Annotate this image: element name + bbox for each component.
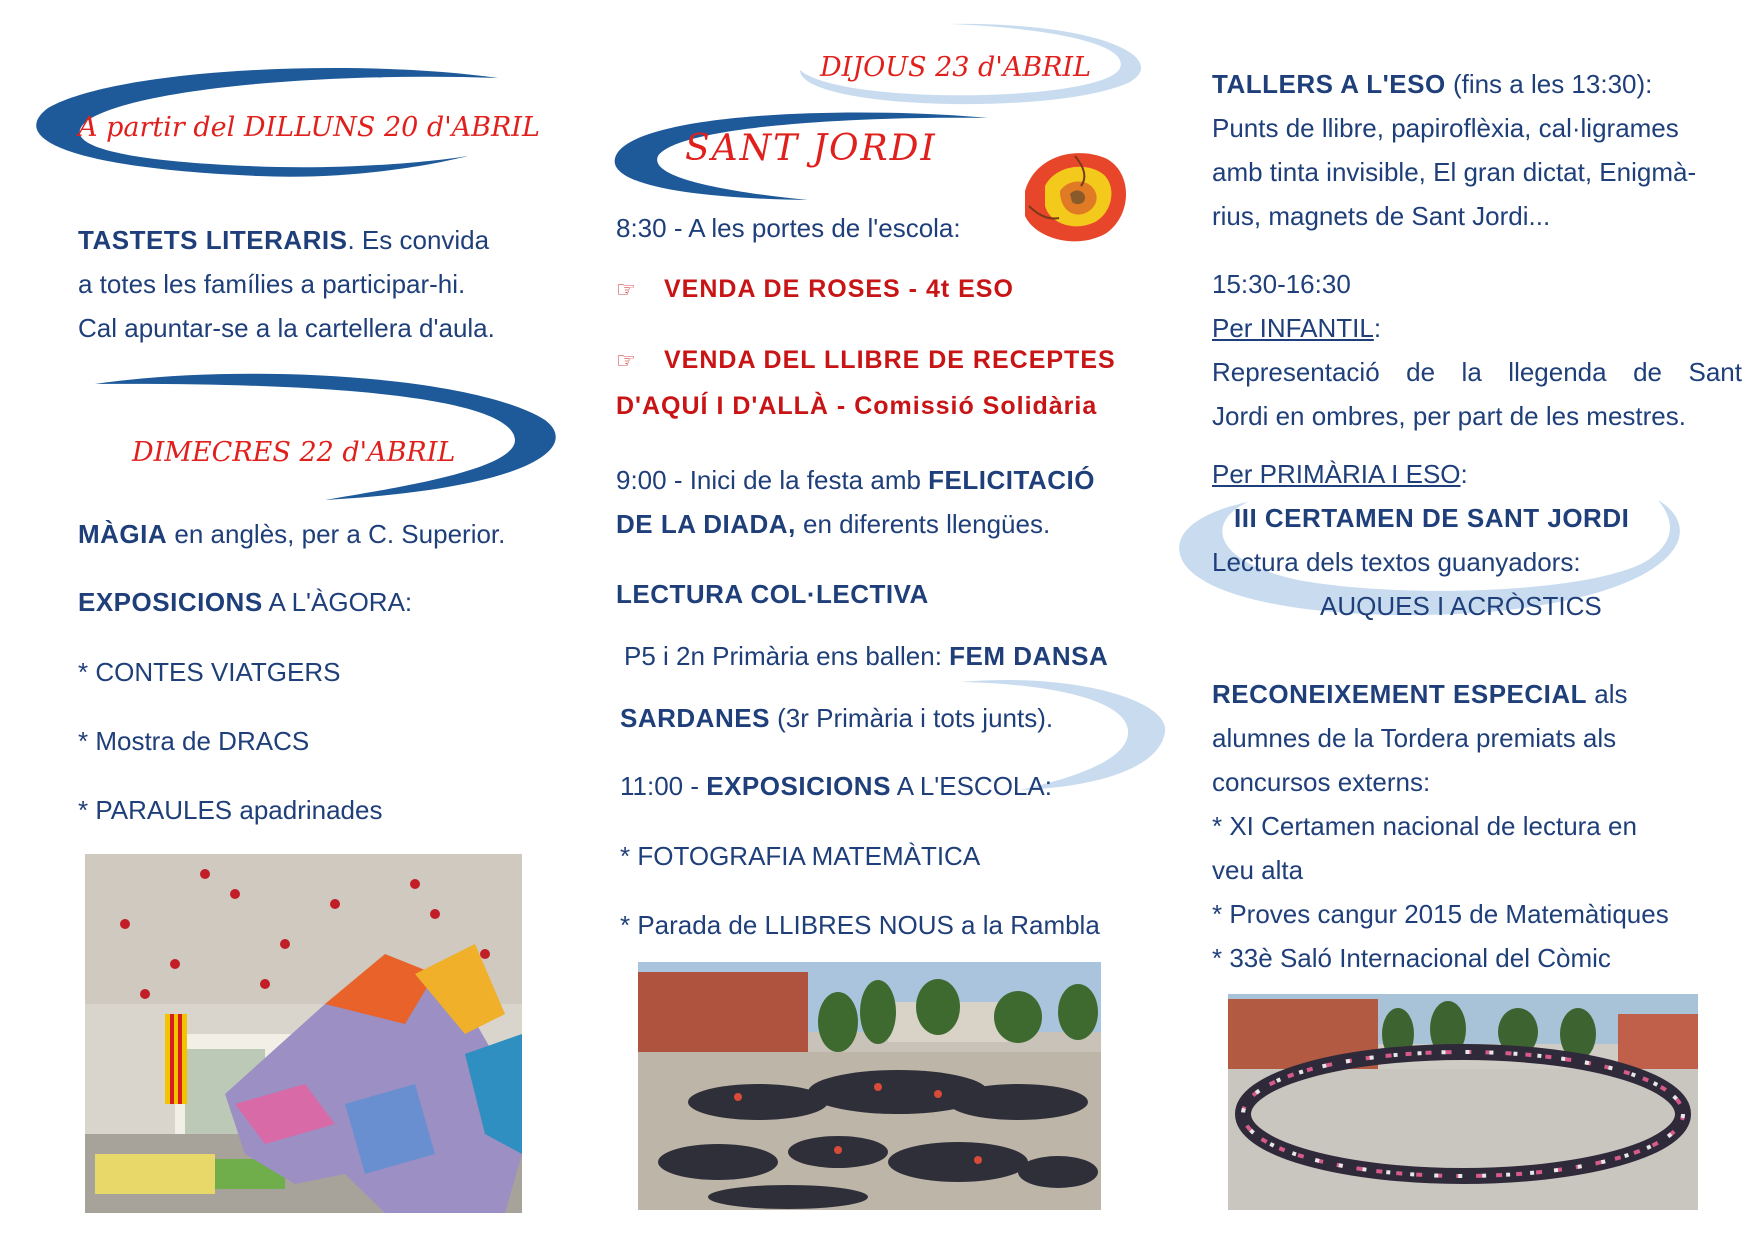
list-item: * Proves cangur 2015 de Matemàtiques [1212,899,1669,929]
reconeixement-line2: alumnes de la Tordera premiats als [1212,723,1617,753]
infantil-colon: : [1373,313,1382,343]
exposicions-agora [78,580,412,624]
column-left [0,0,590,1240]
list-item [616,275,1014,304]
reconeixement-als: als [1587,679,1628,709]
list-item: * Parada de LLIBRES NOUS a la Rambla [620,910,1100,940]
lectura-textos: Lectura dels textos guanyadors: [1212,547,1581,577]
diferents-llengues: en diferents llengües. [795,509,1051,539]
photo-dragon-exhibition [85,854,522,1213]
felicitacio: FELICITACIÓ [928,465,1095,495]
magia-title: MÀGIA [78,519,168,549]
exposicions-escola-place: A L'ESCOLA: [890,771,1052,801]
de-la-diada: DE LA DIADA, [616,509,796,539]
time-900-text: 9:00 - Inici de la festa amb [616,465,929,495]
reconeixement-line3: concursos externs: [1212,767,1431,797]
tallers-line3: amb tinta invisible, El gran dictat, Enigmà- [1212,157,1697,187]
header-date-dimecres: DIMECRES 22 d'ABRIL [132,437,456,468]
venda-llibre: VENDA DEL LLIBRE DE RECEPTES [664,346,1116,374]
time-1100-text: 11:00 - [620,771,707,801]
tastets-line3: Cal apuntar-se a la cartellera d'aula. [78,313,495,343]
representacio-line1: Representació de la llegenda de Sant [1212,357,1742,387]
reconeixement-block [1212,672,1742,980]
pointing-hand-icon: ☞ [616,277,636,302]
list-item: * Mostra de DRACS [78,726,310,756]
photo-sardana-dance [1228,994,1698,1210]
magia-line [78,512,505,556]
tallers-time: (fins a les 13:30): [1445,69,1653,99]
representacio-line2: Jordi en ombres, per part de les mestres. [1212,401,1686,431]
p5-text: P5 i 2n Primària ens ballen: [624,641,950,671]
list-item: * PARAULES apadrinades [78,795,383,825]
tallers-block [1212,62,1742,238]
magia-desc: en anglès, per a C. Superior. [167,519,506,549]
sardanes-desc: (3r Primària i tots junts). [769,703,1054,733]
venda-llibre-line2: D'AQUÍ I D'ALLÀ - Comissió Solidària [616,392,1098,420]
exposicions-title: EXPOSICIONS [78,587,263,617]
primaria-label: Per PRIMÀRIA I ESO [1212,459,1461,489]
time-900-block [616,458,1166,546]
sardanes-line [620,696,1053,740]
auques-acrostics: AUQUES I ACRÒSTICS [1320,591,1602,621]
reconeixement-title: RECONEIXEMENT ESPECIAL [1212,679,1588,709]
time-1530: 15:30-16:30 [1212,269,1351,299]
venda-roses: VENDA DE ROSES - 4t ESO [664,275,1014,303]
infantil-label: Per INFANTIL [1212,313,1374,343]
exposicions-escola: EXPOSICIONS [706,771,891,801]
sardanes: SARDANES [620,703,770,733]
tastets-block [78,218,578,350]
paper-rose-image [1015,146,1135,246]
infantil-heading [1212,306,1381,350]
tallers-title: TALLERS A L'ESO [1212,69,1446,99]
time-1100 [620,764,1052,808]
tallers-line2: Punts de llibre, papiroflèxia, cal·ligrames [1212,113,1679,143]
header-sant-jordi: SANT JORDI [685,128,937,169]
pointing-hand-icon: ☞ [616,348,636,373]
tastets-line2: a totes les famílies a participar-hi. [78,269,466,299]
primaria-heading [1212,452,1468,496]
list-item: * CONTES VIATGERS [78,657,341,687]
column-middle [590,0,1180,1240]
tallers-line4: rius, magnets de Sant Jordi... [1212,201,1551,231]
tastets-title: TASTETS LITERARIS [78,225,348,255]
header-date-dijous: DIJOUS 23 d'ABRIL [820,52,1092,83]
lectura-collectiva: LECTURA COL·LECTIVA [616,579,929,609]
list-item: veu alta [1212,855,1304,885]
tastets-line1: . Es convida [347,225,490,255]
list-item: * 33è Saló Internacional del Còmic [1212,943,1611,973]
column-right [1180,0,1754,1240]
header-date-dilluns: A partir del DILLUNS 20 d'ABRIL [78,112,540,143]
fem-dansa: FEM DANSA [949,641,1109,671]
list-item: * FOTOGRAFIA MATEMÀTICA [620,841,981,871]
photo-collective-reading [638,962,1101,1210]
certamen-title: III CERTAMEN DE SANT JORDI [1234,503,1630,533]
exposicions-place: A L'ÀGORA: [262,587,413,617]
list-item [616,346,1116,375]
primaria-colon: : [1460,459,1468,489]
list-item: * XI Certamen nacional de lectura en [1212,811,1637,841]
time-830: 8:30 - A les portes de l'escola: [616,213,961,243]
swoosh-decoration [95,370,560,502]
